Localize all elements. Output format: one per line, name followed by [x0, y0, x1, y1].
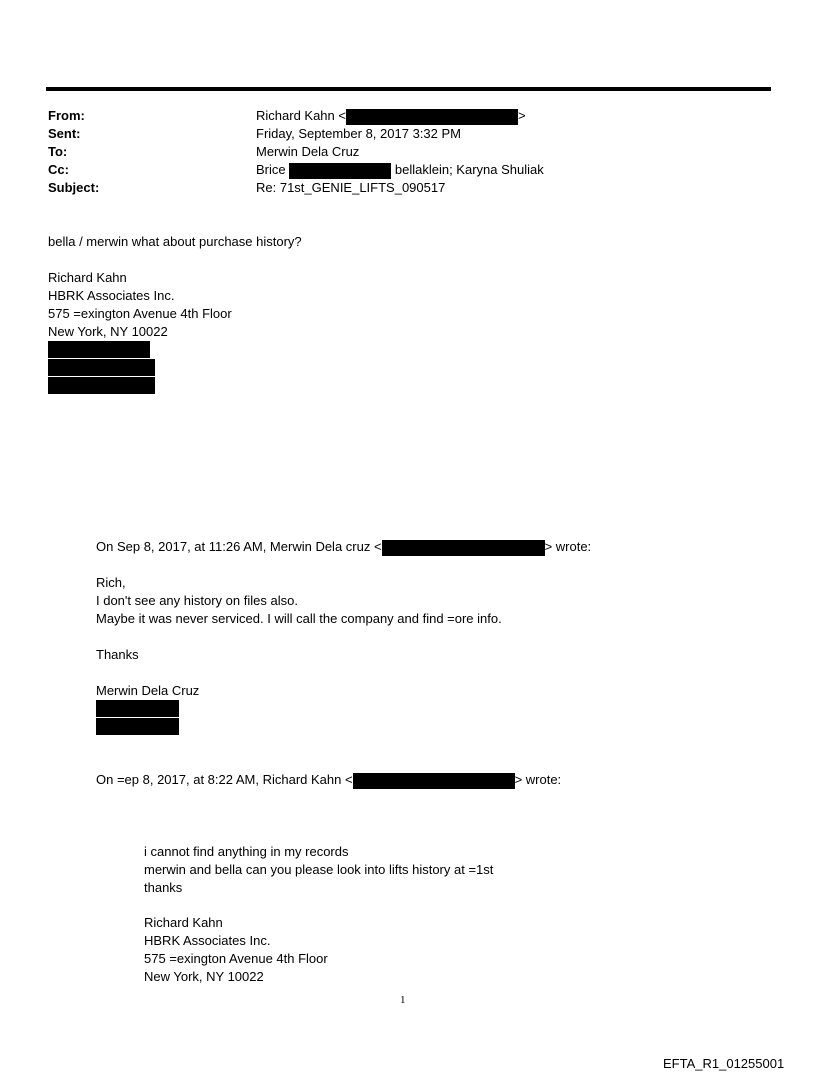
cc-first: Brice: [256, 162, 286, 177]
subject-value: Re: 71st_GENIE_LIFTS_090517: [256, 180, 446, 195]
from-close: >: [517, 108, 526, 123]
to-value: Merwin Dela Cruz: [256, 144, 360, 159]
quote1-intro-suffix: > wrote:: [544, 539, 592, 554]
redaction-block: [346, 109, 518, 125]
redaction-block: [96, 700, 179, 717]
quote1-signature-name: Merwin Dela Cruz: [96, 683, 200, 698]
quote2-line: merwin and bella can you please look into lifts history at =1st: [144, 862, 494, 877]
sent-value: Friday, September 8, 2017 3:32 PM: [256, 126, 461, 141]
from-name: Richard Kahn <: [256, 108, 346, 123]
quote2-line: i cannot find anything in my records: [144, 844, 349, 859]
redaction-block: [382, 540, 545, 556]
quote2-signature-city: New York, NY 10022: [144, 969, 264, 984]
cc-value: [256, 161, 544, 179]
redaction-block: [48, 341, 150, 358]
quote2-intro-prefix: On =ep 8, 2017, at 8:22 AM, Richard Kahn <: [96, 772, 353, 787]
signature-address: 575 =exington Avenue 4th Floor: [48, 306, 232, 321]
page-number: 1: [400, 994, 406, 1006]
quote1-line: I don't see any history on files also.: [96, 593, 298, 608]
subject-label: Subject:: [48, 180, 100, 195]
redaction-block: [289, 163, 391, 179]
redaction-block: [48, 359, 155, 376]
signature-company: HBRK Associates Inc.: [48, 288, 175, 303]
redaction-block: [48, 377, 155, 394]
quote1-intro-prefix: On Sep 8, 2017, at 11:26 AM, Merwin Dela cruz <: [96, 539, 382, 554]
redaction-block: [353, 773, 515, 789]
quote2-signature-address: 575 =exington Avenue 4th Floor: [144, 951, 328, 966]
document-id: EFTA_R1_01255001: [663, 1056, 785, 1071]
cc-rest: bellaklein; Karyna Shuliak: [394, 162, 544, 177]
signature-city: New York, NY 10022: [48, 324, 168, 339]
quote2-intro-suffix: > wrote:: [514, 772, 562, 787]
to-label: To:: [48, 144, 68, 159]
quote1-thanks: Thanks: [96, 647, 139, 662]
message-text: bella / merwin what about purchase history?: [48, 234, 302, 249]
quote2-intro: [96, 771, 561, 789]
header-divider: [46, 87, 771, 91]
quote1-line: Maybe it was never serviced. I will call the company and find =ore info.: [96, 611, 502, 626]
from-label: From:: [48, 108, 85, 123]
quote1-greeting: Rich,: [96, 575, 126, 590]
quote2-signature-company: HBRK Associates Inc.: [144, 933, 271, 948]
quote2-line: thanks: [144, 880, 183, 895]
cc-label: Cc:: [48, 162, 69, 177]
from-value: [256, 107, 526, 125]
quote1-intro: [96, 538, 591, 556]
quote2-signature-name: Richard Kahn: [144, 915, 223, 930]
redaction-block: [96, 718, 179, 735]
sent-label: Sent:: [48, 126, 81, 141]
signature-name: Richard Kahn: [48, 270, 127, 285]
